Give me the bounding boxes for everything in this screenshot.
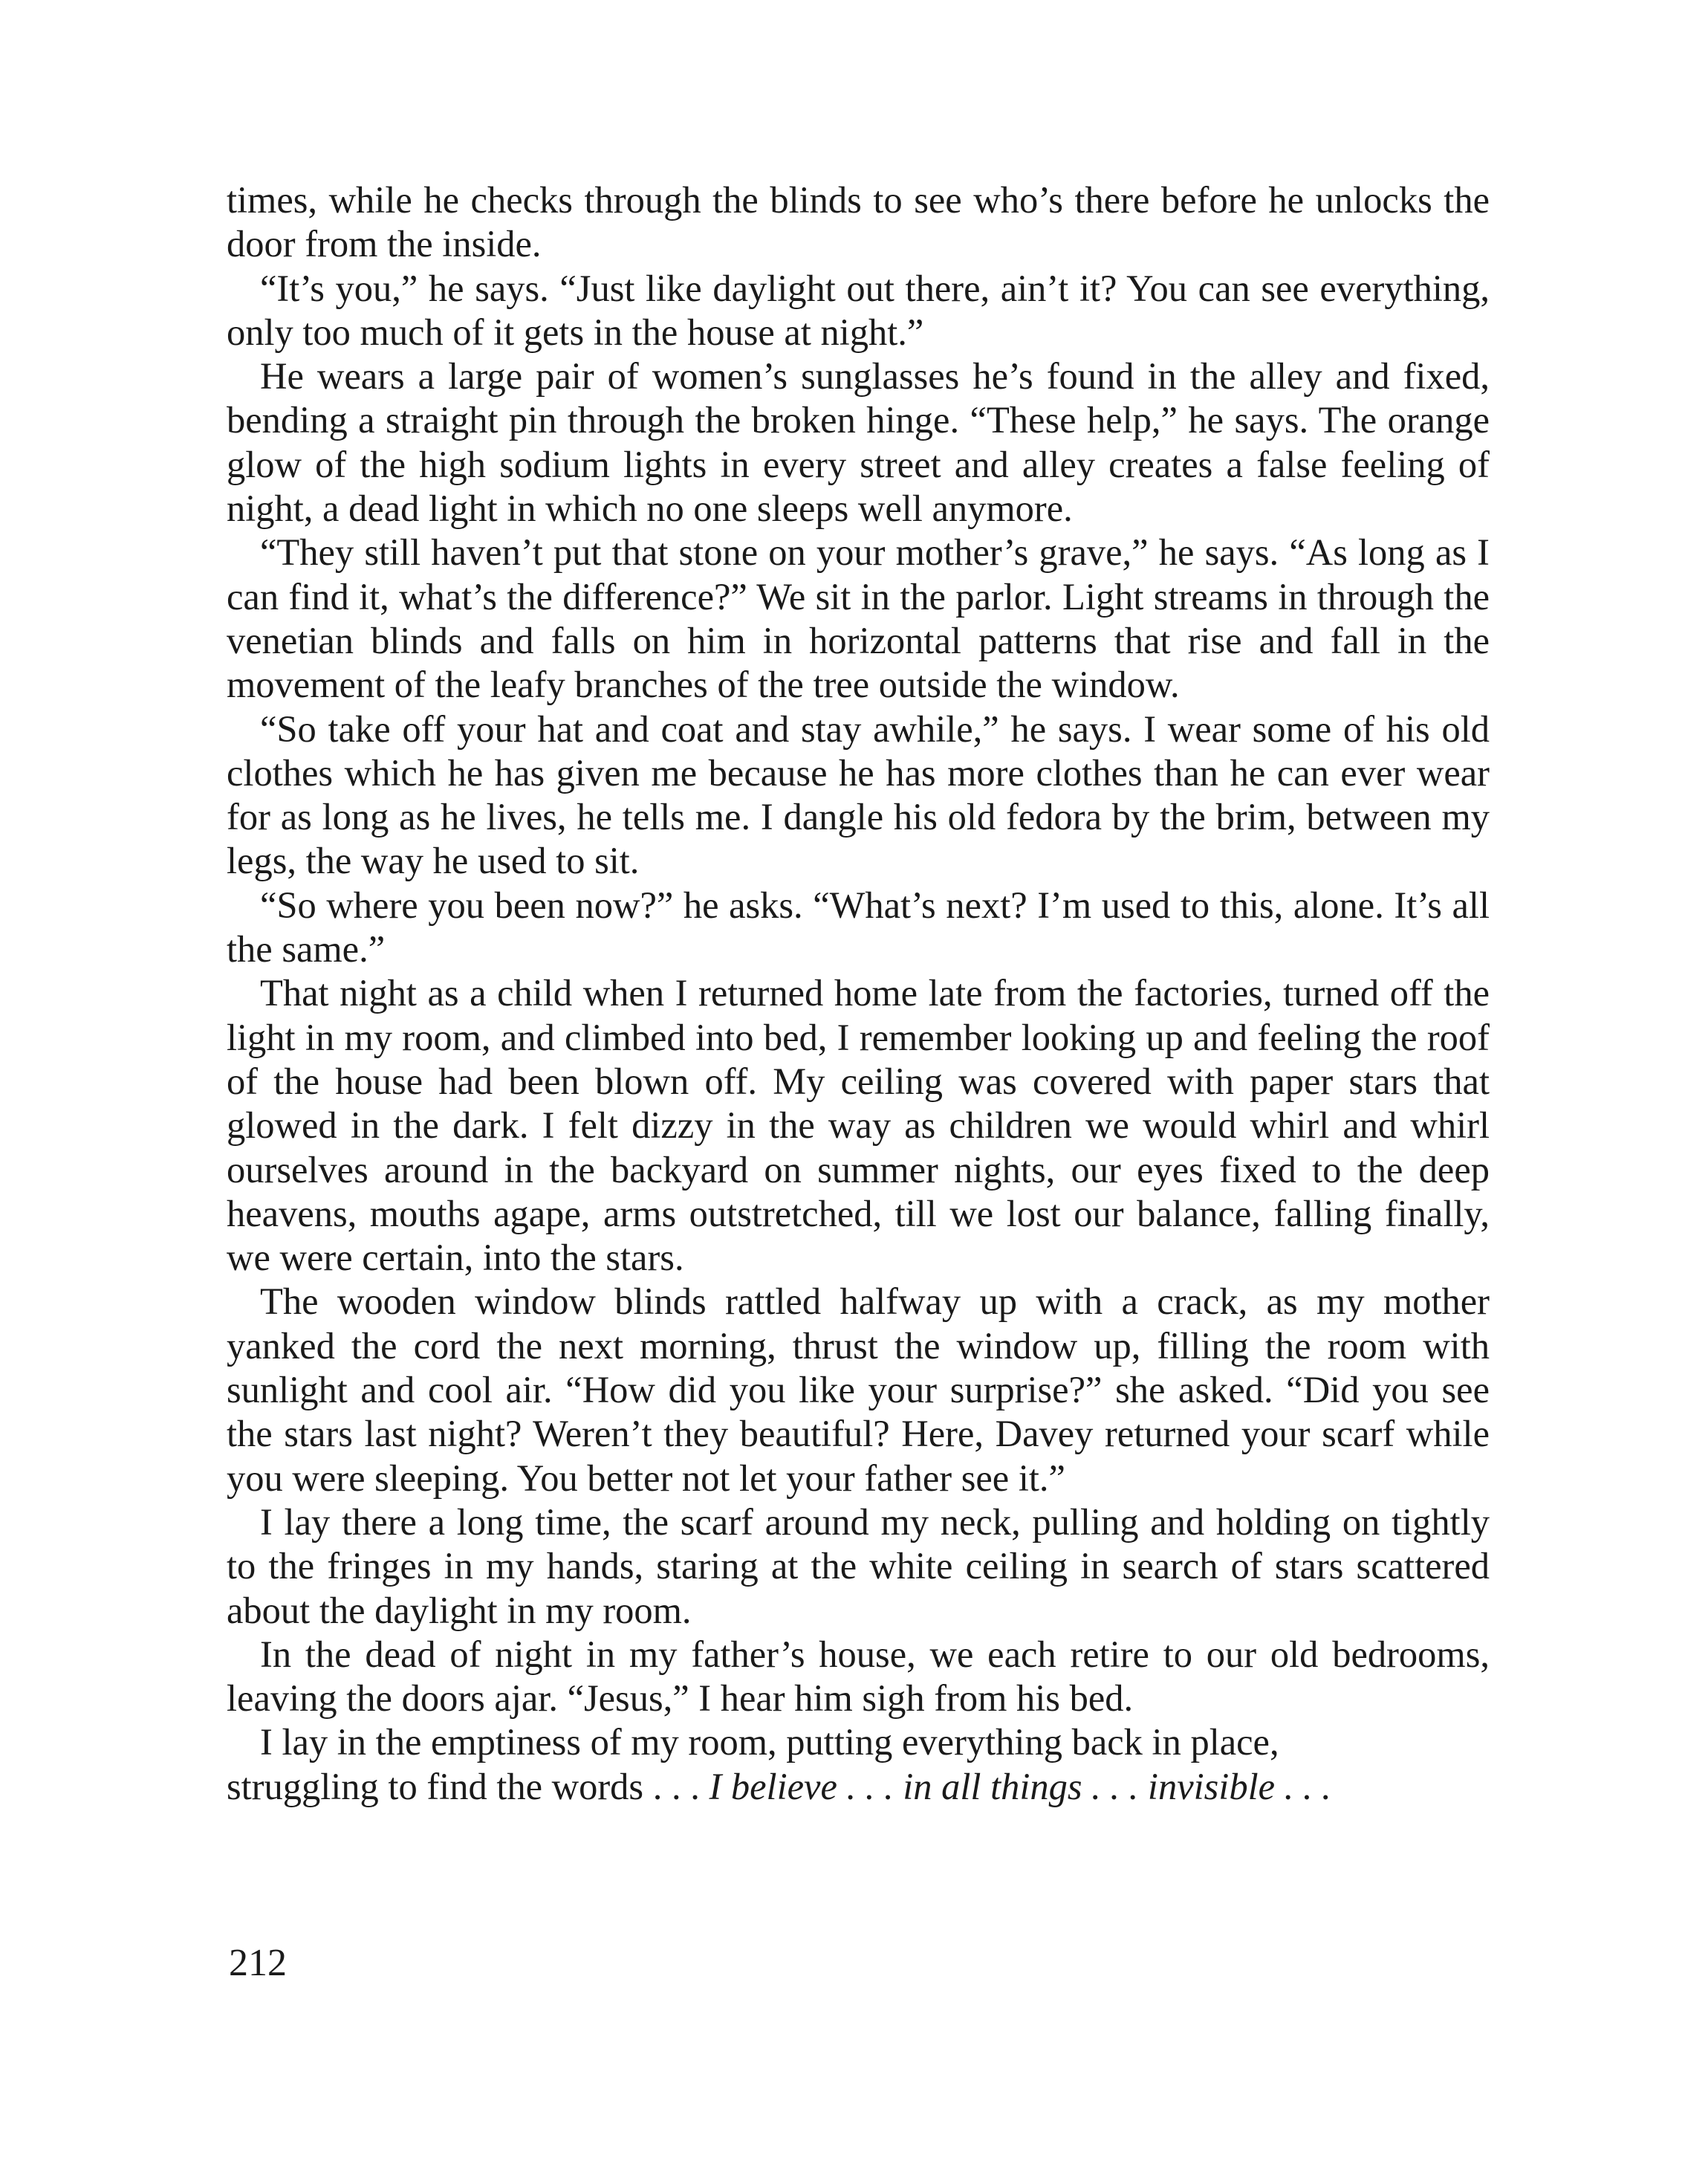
paragraph: In the dead of night in my father’s house, we each retire to our old bedrooms, leaving the doors ajar. “Jesus,” I hear him sigh from his bed.: [227, 1633, 1490, 1720]
final-paragraph-line2: [227, 1766, 1331, 1807]
page-number: 212: [229, 1942, 287, 1984]
paragraph: The wooden window blinds rattled halfway up with a crack, as my mother yanked the cord the next morning, thrust the window up, filling the room with sunlight and cool air. “How did you like your surprise?” she asked. “Did you see the stars last night? Weren’t they beautiful? Here, Davey returned your scarf while you were sleeping. You better not let your father see it.”: [227, 1280, 1490, 1499]
body-text: [227, 178, 1490, 1809]
paragraph: I lay there a long time, the scarf around my neck, pulling and holding on tightly to the fringes in my hands, staring at the white ceiling in search of stars scattered about the daylight in my room.: [227, 1500, 1490, 1631]
final-paragraph-line1: I lay in the emptiness of my room, putting everything back in place,: [260, 1721, 1279, 1763]
final-paragraph-roman-text: struggling to find the words . . .: [227, 1765, 709, 1807]
paragraph: “So where you been now?” he asks. “What’s next? I’m used to this, alone. It’s all the same.”: [227, 884, 1490, 971]
final-paragraph-italic-text: I believe . . . in all things . . . invisible . . .: [709, 1765, 1331, 1807]
paragraph: “It’s you,” he says. “Just like daylight out there, ain’t it? You can see everything, only too much of it gets in the house at night.”: [227, 267, 1490, 353]
paragraph: “So take off your hat and coat and stay awhile,” he says. I wear some of his old clothes which he has given me because he has more clothes than he can ever wear for as long as he lives, he tells me. I dangle his old fedora by the brim, between my legs, the way he used to sit.: [227, 707, 1490, 882]
final-paragraph: [227, 1720, 1490, 1809]
paragraph: He wears a large pair of women’s sunglasses he’s found in the alley and fixed, bending a straight pin through the broken hinge. “These help,” he says. The orange glow of the high sodium lights in every street and alley creates a false feeling of night, a dead light in which no one sleeps well anymore.: [227, 355, 1490, 530]
paragraph: “They still haven’t put that stone on your mother’s grave,” he says. “As long as I can find it, what’s the difference?” We sit in the parlor. Light streams in through the venetian blinds and falls on him in horizontal patterns that rise and fall in the movement of the leafy branches of the tree outside the window.: [227, 531, 1490, 706]
paragraph: times, while he checks through the blinds to see who’s there before he unlocks the door from the inside.: [227, 179, 1490, 265]
paragraph: That night as a child when I returned home late from the factories, turned off the light in my room, and climbed into bed, I remember looking up and feeling the roof of the house had been blown off. My ceiling was covered with paper stars that glowed in the dark. I felt dizzy in the way as children we would whirl and whirl ourselves around in the backyard on summer nights, our eyes fixed to the deep heavens, mouths agape, arms outstretched, till we lost our balance, falling finally, we were certain, into the stars.: [227, 972, 1490, 1279]
